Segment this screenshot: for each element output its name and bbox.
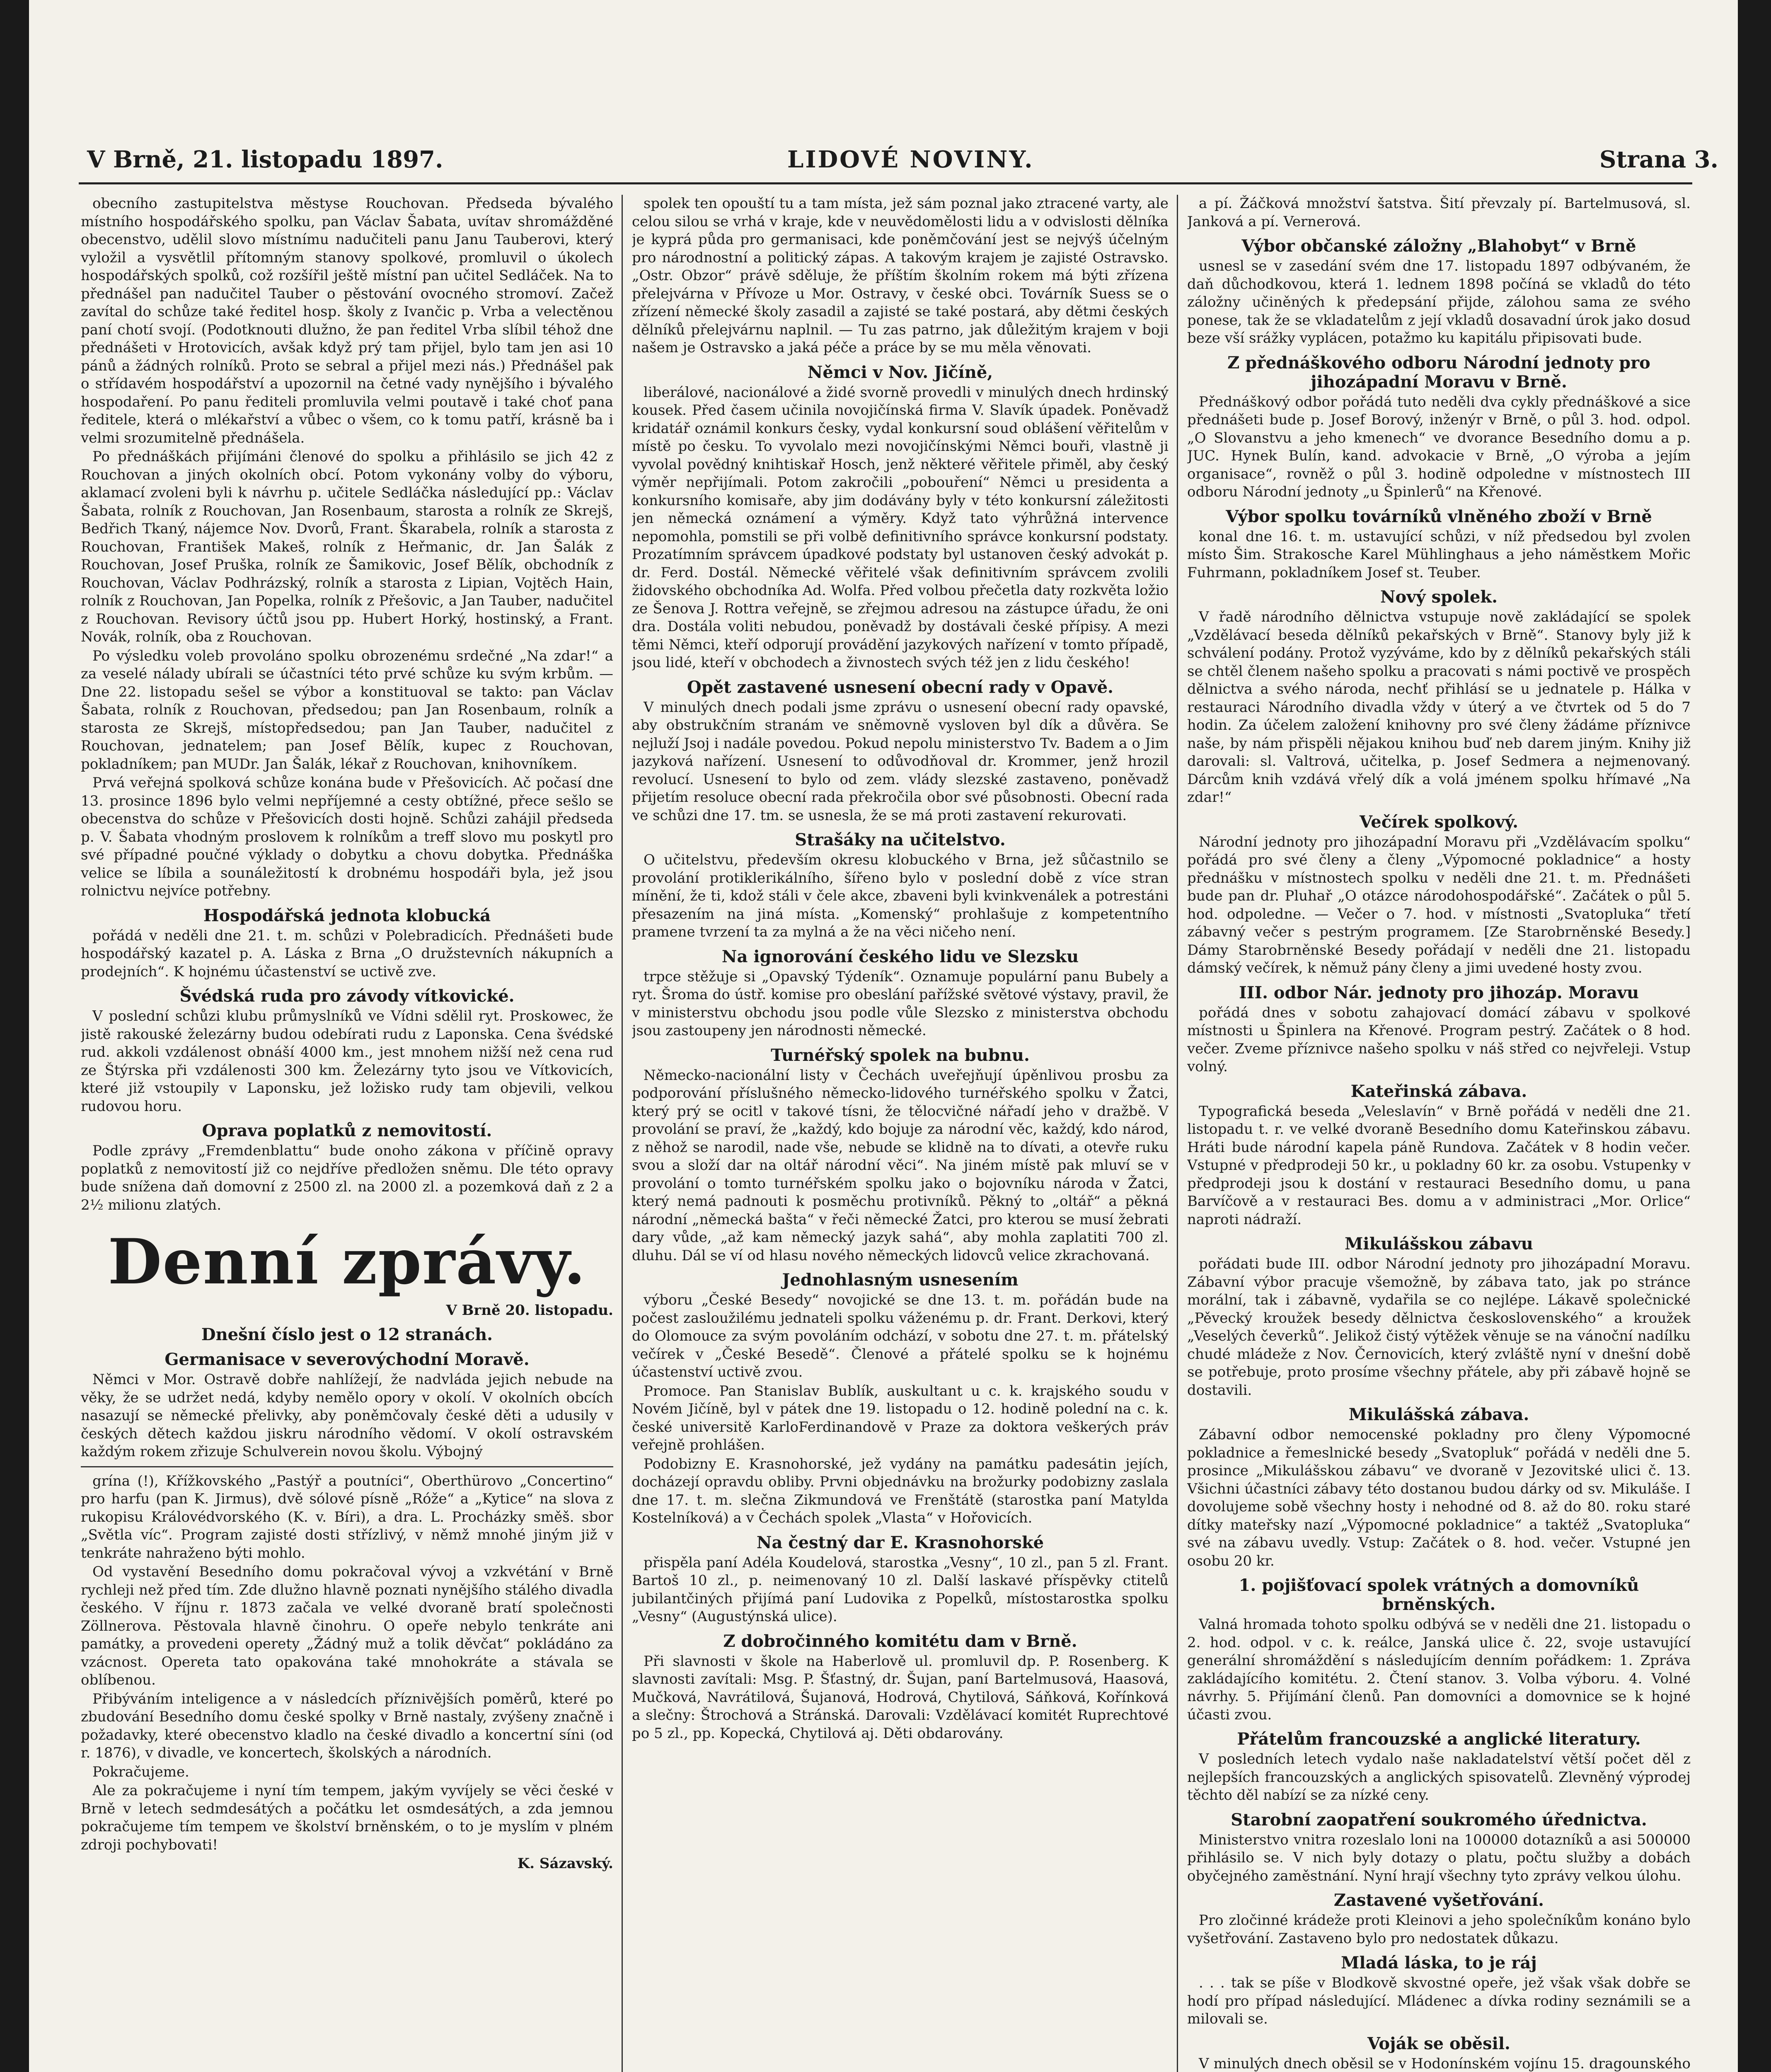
article-heading: Strašáky na učitelstvo. — [795, 830, 1006, 850]
article-text: Po výsledku voleb provoláno spolku obrozenému srdečné „Na zdar!“ a za veselé nálady ubírali se účastníci této prvé schůze ku svým krbům. — Dne 22. listopadu sešel se výbor a konstituoval se takto: pan Václav Šabata, rolník z Rouchovan, předsedou; pan Jan Rosenbaum, rolník a starosta ze Skrejš, místopředsedou; pan Jan Tauber, nadučitel z Rouchovan, jednatelem; pan Josef Bělík, kupec z Rouchovan, pokladníkem; pan MUDr. Jan Šalák, lékař z Rouchovan, knihovníkem. — [81, 647, 613, 772]
article-heading: Němci v Nov. Jičíně, — [807, 362, 993, 382]
article-text: Prvá veřejná spolková schůze konána bude v Přešovicích. Ač počasí dne 13. prosince 1896 bylo velmi nepříjemné a cesty obtížné, přece sešlo se obecenstva do schůze v Přešovicích dosti hojně. Schůzi zahájil předseda p. V. Šabata vhodným proslovem k rolníkům a treff slovo mu poskytl pro své případné poučné výklady o dobytku a chovu dobytka. Přednáška velice se líbila a sounáležitostí k drobnému hospodáři byla, jež jsou rolnictvu nejvíce potřebny. — [81, 775, 613, 899]
article-heading: Na čestný dar E. Krasnohorské — [756, 1532, 1044, 1552]
article-heading: III. odbor Nár. jednoty pro jihozáp. Moravu — [1239, 983, 1639, 1002]
page-number: Strana 3. — [1599, 146, 1719, 173]
article-heading: Z dobročinného komitétu dam v Brně. — [723, 1631, 1077, 1651]
column-3 — [1187, 195, 1691, 2072]
article-text: Pro zločinné krádeže proti Kleinovi a jeho společníkům konáno bylo vyšetřování. Zastaveno bylo pro nedostatek důkazu. — [1187, 1912, 1691, 1947]
article-heading: Voják se oběsil. — [1367, 2033, 1510, 2053]
article-text: V minulých dnech podali jsme zprávu o usnesení obecní rady opavské, aby obstrukčním stranám ve sněmovně vysloven byl dík a důvěra. Se nejluží Jsoj i nadále povedou. Pokud nepolu ministerstvo Tv. Badem a o Jim jazyková nařízení. Usnesení to odůvodňoval dr. Krommer, jenž hrozil revolucí. Usnesení to bylo od zem. vlády slezské zastaveno, poněvadž přijetím resoluce obecní rada překročila obor své působnosti. Obecní rada ve schůzi dne 17. tm. se usnesla, že se má proti zastavení rekurovati. — [632, 699, 1169, 824]
article-heading: Výbor občanské záložny „Blahobyt“ v Brně — [1241, 236, 1636, 256]
article-text: grína (!), Křížkovského „Pastýř a poutníci“, Oberthürovo „Concertino“ pro harfu (pan K. Jirmus), dvě sólové písně „Róže“ a „Kytice“ na slova z rukopisu Královédvorského (K. v. Bíri), a dra. L. Procházky směš. sbor „Světla víc“. Program zajisté dosti střízlivý, v němž mnohé jiným již v tenkráte nahraženo býti mohlo. — [81, 1472, 613, 1561]
article-heading: Přátelům francouzské a anglické literatury. — [1237, 1729, 1641, 1749]
article-text: výboru „České Besedy“ novojické se dne 13. t. m. pořádán bude na počest zasloužilému jednateli spolku váženému p. dr. Frant. Derkovi, který do Olomouce za svým povoláním odchází, v sobotu dne 27. t. m. přátelský večírek v „České Besedě“. Členové a přátelé spolku se k hojnému účastenství uctivě zvou. — [632, 1292, 1169, 1380]
column-divider — [622, 195, 623, 2072]
article-heading: Večírek spolkový. — [1359, 812, 1519, 832]
dateline: V Brně 20. listopadu. — [446, 1302, 613, 1319]
article-text: Přibýváním inteligence a v následcích příznivějších poměrů, které po zbudování Besedního domu české spolky v Brně nastaly, zvýšeny značně i požadavky, které obecenstvo kladlo na české divadlo a koncertní síni (od r. 1876), v divadle, ve koncertech, školských a národních. — [81, 1690, 613, 1761]
section-rule — [81, 1466, 613, 1467]
column-2 — [632, 195, 1169, 2072]
article-text: Valná hromada tohoto spolku odbývá se v neděli dne 21. listopadu o 2. hod. odpol. v c. k. reálce, Janská ulice č. 22, svoje ustavující generální shromáždění s následujícím denním pořádkem: 1. Zpráva zakládajícího komitétu. 2. Čtení stanov. 3. Volba výboru. 4. Volné návrhy. 5. Přijímání členů. Pan domovníci a domovnice se k hojné účasti zvou. — [1187, 1616, 1691, 1723]
article-heading: Mikulášskou zábavu — [1345, 1234, 1533, 1254]
article-text: Pokračujeme. — [92, 1763, 189, 1780]
article-text: Podobizny E. Krasnohorské, jež vydány na památku padesátin jejích, docházejí opravdu obliby. Prvni objednávku na brožurky podobizny zaslala dne 17. t. m. slečna Zikmundová ve Frenštátě (starostka paní Matylda Kostelníková) a v Čechách spolek „Vlasta“ v Hořovicích. — [632, 1455, 1169, 1526]
article-text: Národní jednoty pro jihozápadní Moravu při „Vzdělávacím spolku“ pořádá pro své členy a členy „Výpomocné pokladnice“ a hosty přednášku v místnostech spolku v neděli dne 21. t. m. Přednášeti bude pan dr. Pluhař „O otázce národohospodářské“. Začátek o půl 5. hod. odpoledne. — Večer o 7. hod. v místnosti „Svatopluka“ třetí zábavný večer s pestrým programem. [Ze Starobrněnské Besedy.] Dámy Starobrněnské Besedy pořádají v neděli dne 21. listopadu dámský večírek, k němuž pány členy a jimi uvedené hosty zvou. — [1187, 833, 1691, 976]
article-text: Promoce. Pan Stanislav Bublík, auskultant u c. k. krajského soudu v Novém Jičíně, byl v pátek dne 19. listopadu o 12. hodině polední na c. k. české universitě KarloFerdinandově v Praze za doktora veškerých práv veřejně prohlášen. — [632, 1382, 1169, 1453]
article-heading: Kateřinská zábava. — [1350, 1081, 1527, 1101]
article-text: O učitelstvu, především okresu klobuckého v Brna, jež sůčastnilo se provolání protiklerikálního, šířeno bylo v poslední době z více stran mínění, že ti, kdož stáli v čele akce, zbaveni byli kvinkvenálek a potrestáni přesazením na jiná místa. „Komenský“ prohlašuje z kompetentního pramene tvrzení ta za mylná a že na věci ničeho není. — [632, 852, 1169, 940]
article-text: Přednáškový odbor pořádá tuto neděli dva cykly přednáškové a sice přednášeti bude p. Josef Borový, inženýr v Brně, o půl 3. hod. odpol. „O Slovanstvu a jeho kmenech“ ve dvorance Besedního domu a p. JUC. Hynek Bulín, kand. advokacie v Brně, „O výroba a jejím organisace“, rovněž o půl 3. hodině odpoledne v místnostech III odboru Národní jednoty „u Špinlerů“ na Křenové. — [1187, 393, 1691, 500]
article-heading: 1. pojišťovací spolek vrátných a domovníků brněnských. — [1239, 1576, 1639, 1614]
issue-note: Dnešní číslo jest o 12 stranách. — [201, 1325, 493, 1344]
article-text: Ministerstvo vnitra rozeslalo loni na 100000 dotazníků a asi 500000 přihlásilo se. V nich byly dotazy o platu, počtu služby a dobách obyčejného zaměstnání. Nyní hrají všechny tyto zprávy velkou úlohu. — [1187, 1831, 1691, 1884]
article-heading: Mikulášská zábava. — [1348, 1405, 1529, 1424]
article-text: V poslední schůzi klubu průmyslníků ve Vídni sdělil ryt. Proskowec, že jistě rakouské železárny budou odebírati rudu z Laponska. Cena švédské rud. akkoli vzdálenost obnáší 4000 km., jest mnohem nižší než cena rud ze Štýrska při vzdálenosti 300 km. Železárny tyto jsou ve Vítkovicích, které již vstoupily v Laponsku, jež ložisko rudy tam objevili, velkou rudovou horu. — [81, 1008, 613, 1115]
article-text: obecního zastupitelstva městyse Rouchovan. Předseda bývalého místního hospodářského spolku, pan Václav Šabata, uvítav shromážděné obecenstvo, udělil slovo místnímu nadučiteli panu Janu Tauberovi, který vyložil a vysvětlil přítomným stanovy spolkové, promluvil o úkolech hospodářských spolků, což rozšířil ještě místní pan učitel Sedláček. Na to přednášel pan nadučitel Tauber o pěstování ovocného stromoví. Začež zavítal do schůze také ředitel hosp. školy z Ivančic p. Vrba a velectěnou paní chotí svojí. (Podotknouti dlužno, že pan ředitel Vrba slíbil téhož dne přednášeti v Hrotovicích, avšak když prý tam přijel, bylo tam jen asi 10 pánů a žádných rolníků. Proto se sebral a přijel mezi nás.) Přednášel pak o střídavém hospodářství a upozornil na četné vady nynějšího i bývalého hospodaření. Po panu řediteli promluvila velmi poutavě i také choť pana ředitele, která o mlékařství a vůbec o všem, co k tomu patří, krásně ba i velmi srozumitelně přednášela. — [81, 195, 613, 446]
article-heading: Turnéřský spolek na bubnu. — [771, 1045, 1030, 1065]
column-1 — [81, 195, 613, 2072]
article-text: usnesl se v zasedání svém dne 17. listopadu 1897 odbývaném, že daň důchodkovou, která 1. lednem 1898 počíná se vkladů do této záložny učiněných k předepsání přijde, zálohou sama ze svého ponese, tak že se vkladatelům z její vkladů dosavadní úrok jako dosud beze vší srážky vyplácen, potažmo ku kapitálu připisovati bude. — [1187, 258, 1691, 346]
newspaper-page — [29, 0, 1738, 2072]
article-text: liberálové, nacionálové a židé svorně provedli v minulých dnech hrdinský kousek. Před časem učinila novojičínská firma V. Slavík úpadek. Poněvadž kridatář oznámil konkurs česky, vydal konkursní soud oblášení věřitelům v místě po česku. To vyvolalo mezi novojičínskými Němci bouři, vlastně ji vyvolal povědný knihtiskař Hosch, jenž některé věřitele přiměl, aby český výměr nepřijímali. Potom zakročili „pobouření“ Němci u presidenta a konkursního komisaře, aby jim dodávány byly v této konkursní záležitosti jen německá oznámení a výměry. Když tato výhrůžná intervence nepomohla, pomstili se při volbě definitivního správce konkursní podstaty. Prozatímním správcem úpadkové podstaty byl ustanoven český advokát p. dr. Ferd. Dostál. Německé věřitelé však definitivním správcem zvolili židovského obchodníka Ad. Wolfa. Před volbou přečetla daty rozkvěta ložio ze Šenova J. Rottra veřejně, se zřejmou adresou na zástupce úřadu, že oni dra. Dostála voliti nebudou, poněvadž by dostávali české přípisy. A mezi těmi Němci, kteří odporují provádění jazykových nařízení v tomto případě, jsou lidé, kteří v obchodech a živnostech svých též jen z lidu českého! — [632, 384, 1169, 671]
section-masthead: Denní zprávy. — [108, 1225, 586, 1298]
article-text: Po přednáškách přijímáni členové do spolku a přihlásilo se jich 42 z Rouchovan a jiných okolních obcí. Potom vykonány volby do výboru, aklamací zvoleni byli k návrhu p. učitele Sedláčka následující pp.: Václav Šabata, rolník z Rouchovan, Jan Rosenbaum, starosta a rolník ze Skrejš, Bedřich Tkaný, nájemce Nov. Dvorů, Frant. Škarabela, rolník a starosta z Rouchovan, František Makeš, rolník z Heřmanic, dr. Jan Šalák z Rouchovan, Josef Pruška, rolník ze Šamikovic, Josef Bělík, obchodník z Rouchovan, Václav Podhrázský, rolník a starosta z Lipian, Vojtěch Hain, rolník z Rouchovan, Jan Popelka, rolník z Přešovic, a Jan Tauber, nadučitel z Rouchovan. Revisory účtů jsou pp. Hubert Horký, hostinský, a Frant. Novák, rolník, oba z Rouchovan. — [81, 448, 613, 645]
article-text: V minulých dnech oběsil se v Hodonínském vojínu 15. dragounského — [1199, 2055, 1691, 2072]
article-heading: Starobní zaopatření soukromého úřednictva. — [1231, 1810, 1647, 1830]
article-text: Německo-nacionální listy v Čechách uveřejňují úpěnlivou prosbu za podporování příslušného německo-lidového turnéřského spolku v Žatci, který prý se ocitl v takové tísni, že tělocvičné nářadí jeho v dražbě. V provolání se praví, že „každý, kdo bojuje za národní věc, každý, kdo národ, z něhož se narodil, nade vše, nebude se klidně na to dívati, a otevře ruku svou a složí dar na oltář národní věci“. Na jiném místě pak mluví se v provolání o tomto turnéřském spolku jako o bojovníku národa v Žatci, který nemá padnouti k posměchu protivníků. Pěkný to „oltář“ a pěkná národní „německá bašta“ v řeči německé Žatci, pro kterou se musí žebrati dary vůde, „až kam německý jazyk sahá“, aby mohla zaplatiti 700 zl. dluhu. Dál se ví od hlasu nového německých lidovců velice zkrachovaná. — [632, 1067, 1169, 1264]
article-text: Podle zprávy „Fremdenblattu“ bude onoho zákona v příčině opravy poplatků z nemovitostí již co nejdříve předložen sněmu. Dle této opravy bude snížena daň domovní z 2500 zl. na 2000 zl. a pozemková daň z 2 a 2½ milionu zlatých. — [81, 1143, 613, 1213]
header-rule — [79, 182, 1692, 184]
article-heading: Na ignorování českého lidu ve Slezsku — [721, 946, 1079, 966]
article-heading: Hospodářská jednota klobucká — [203, 905, 491, 925]
article-heading: Oprava poplatků z nemovitostí. — [202, 1121, 492, 1140]
article-text: pořádati bude III. odbor Národní jednoty pro jihozápadní Moravu. Zábavní výbor pracuje všemožně, by zábava tato, jak po stránce morální, tak i zábavně, vydařila se co nejlépe. Lákavě společnické „Pěvecký kroužek besedy dělnictva československého“ a kroužek „Veselých čeverků“. Jelikož čistý výtěžek věnuje se na vánoční nadílku chudé mládeže z Nov. Černovicích, který zvláště nyní v dnešní době se potřebuje, proto prosíme všechny přátele, aby při zábavě hojně se dostavili. — [1187, 1256, 1691, 1399]
article-text: pořádá v neděli dne 21. t. m. schůzi v Polebradicích. Přednášeti bude hospodářský kazatel p. A. Láska z Brna „O družstevních nákupních a prodejních“. K hojnému účastenství se uctivě zve. — [81, 927, 613, 980]
column-divider — [1177, 195, 1178, 2072]
article-heading: Opět zastavené usnesení obecní rady v Opavě. — [687, 677, 1113, 697]
article-text: konal dne 16. t. m. ustavující schůzi, v níž předsedou byl zvolen místo Šim. Strakosche Karel Mühlinghaus a jeho náměstkem Mořic Fuhrmann, pokladníkem Josef st. Teuber. — [1187, 528, 1691, 581]
article-text: V posledních letech vydalo naše nakladatelství větší počet děl z nejlepších francouzských a anglických spisovatelů. Zlevněný výprodej těchto děl nabízí se za nízké ceny. — [1187, 1751, 1691, 1803]
issue-date: V Brně, 21. listopadu 1897. — [87, 146, 443, 173]
article-text: a pí. Žáčková množství šatstva. Šití převzaly pí. Bartelmusová, sl. Janková a pí. Vernerová. — [1187, 195, 1691, 230]
article-text: Typografická beseda „Veleslavín“ v Brně pořádá v neděli dne 21. listopadu t. r. ve velké dvoraně Besedního domu Kateřinskou zábavu. Hráti bude národní kapela páně Rundova. Začátek v 8 hodin večer. Vstupné v předprodeji 50 kr., u pokladny 60 kr. za osobu. Vstupenky v předprodeji jsou k dostání v restauraci Besedního domu, u pana Barvíčově a v restauraci Bes. domu a v administraci „Mor. Orlice“ naproti nádraží. — [1187, 1103, 1691, 1228]
article-text: V řadě národního dělnictva vstupuje nově zakládající se spolek „Vzdělávací beseda dělníků pekařských v Brně“. Stanovy byly již k schválení podány. Protož vyzýváme, kdo by z dělníků pekařských stáli se chtěl členem našeho spolku a pracovati s námi poctivě ve prospěch dělnictva a svého národa, nechť přihlásí se u jednatele p. Hálka v restauraci Národního divadla vždy v úterý a ve čtvrtek od 5 do 7 hodin. Za účelem založení knihovny pro své členy žádáme příznivce naše, by nám přispěli nějakou knihou buď neb darem jiným. Knihy již darovali: sl. Valtrová, učitelka, p. Josef Sedmera a nejmenovaný. Dárcům knih vzdává vřelý dík a volá jménem spolku hřímavé „Na zdar!“ — [1187, 609, 1691, 806]
article-heading: Mladá láska, to je ráj — [1341, 1953, 1537, 1973]
article-text: spolek ten opouští tu a tam místa, jež sám poznal jako ztracené varty, ale celou silou se vrhá v kraje, kde v neuvědomělosti lidu a v odvislosti dělníka je kyprá půda pro germanisaci, kde poněmčování jest se nejvýš účelným pro národnostní a politický zápas. A takovým krajem je zajisté Ostravsko. „Ostr. Obzor“ právě sděluje, že příštím školním rokem má býti zřízena přelejvárna v Přívoze u Mor. Ostravy, v české obci. Továrník Suess se o zřízení německé školy zasadil a zajisté se také postará, aby dětmi českých dělníků přelejvárnu naplnil. — Tu zas patrno, jak důležitým krajem v boji našem je Ostravsko a jaká péče a práce by se mu měla věnovati. — [632, 195, 1169, 356]
article-text: pořádá dnes v sobotu zahajovací domácí zábavu v spolkové místnosti u Špinlera na Křenové. Program pestrý. Začátek o 8 hod. večer. Zveme příznivce našeho spolku v náš střed co nejvřeleji. Vstup volný. — [1187, 1004, 1691, 1075]
article-text: Od vystavění Besedního domu pokračoval vývoj a vzkvétání v Brně rychleji než před tím. Zde dlužno hlavně poznati nynějšího stálého divadla českého. V říjnu r. 1873 začala ve velké dvoraně bratí společnosti Zöllnerova. Pěstovala hlavně činohru. O opeře nebylo tenkráte ani památky, a provedeni operety „Žádný muž a tolik děvčat“ pokládáno za vzácnost. Opereta tato opakována také mnohokráte a stávala se oblíbenou. — [81, 1564, 613, 1688]
article-heading: Výbor spolku továrníků vlněného zboží v Brně — [1226, 506, 1652, 526]
article-heading: Z přednáškového odboru Národní jednoty pro jihozápadní Moravu v Brně. — [1227, 353, 1650, 392]
newspaper-title: LIDOVÉ NOVINY. — [787, 146, 1034, 173]
article-text: trpce stěžuje si „Opavský Týdeník“. Oznamuje populární panu Bubely a ryt. Šroma do ústř. komise pro obeslání pařížské světové výstavy, pravil, že v ministerstvu obchodu jsou podle vůle Slezsko z ministerstva obchodu jsou zastoupeny jen národnosti německé. — [632, 968, 1169, 1039]
article-heading: Zastavené vyšetřování. — [1333, 1890, 1544, 1910]
article-text: přispěla paní Adéla Koudelová, starostka „Vesny“, 10 zl., pan 5 zl. Frant. Bartoš 10 zl., p. neimenovaný 10 zl. Další laskavé příspěvky ctitelů jubilantčiných přijímá paní Ludovika z Popelků, místostarostka spolku „Vesny“ (Augustýnská ulice). — [632, 1554, 1169, 1625]
author-signature: K. Sázavský. — [517, 1855, 613, 1872]
article-text: Zábavní odbor nemocenské pokladny pro členy Výpomocné pokladnice a řemeslnické besedy „Svatopluk“ pořádá v neděli dne 5. prosince „Mikulášskou zábavu“ ve dvoraně v Jezovitské ulici č. 13. Všichni účastníci zábavy této dostanou budou dárky od sv. Mikuláše. I dovolujeme sobě všechny hosty i nehodné od 8. až do 80. roku staré dítky mateřsky nazí „Výpomocné pokladnice“ a taktéž „Svatopluka“ své na zábavu uvedly. Vstup: Začátek o 8. hod. večer. Vstupné jen osobu 20 kr. — [1187, 1426, 1691, 1569]
article-text: Němci v Mor. Ostravě dobře nahlížejí, že nadvláda jejich nebude na věky, že se udržet nedá, kdyby nemělo opory v okolí. V okolních obcích nasazují se německé přelivky, aby poněmčovaly české děti a udusily v českých dětech každou jiskru národního vědomí. V okolí ostravském každým rokem zřizuje Schulverein novou školu. Výbojný — [81, 1371, 613, 1460]
article-heading: Germanisace v severovýchodní Moravě. — [165, 1350, 530, 1369]
article-text: Při slavnosti v škole na Haberlově ul. promluvil dp. P. Rosenberg. K slavnosti zavítali: Msg. P. Šťastný, dr. Šujan, paní Bartelmusová, Haasová, Mučková, Navrátilová, Šujanová, Hodrová, Chytilová, Sáňková, Kořínková a slečny: Štrochová a Stránská. Darovali: Vzdělávací komitét Ruprechtové po 5 zl., pp. Kopecká, Chytilová aj. Děti obdarovány. — [632, 1653, 1169, 1742]
article-heading: Nový spolek. — [1380, 587, 1498, 607]
article-text: . . . tak se píše v Blodkově skvostné opeře, jež však však dobře se hodí pro případ následující. Mládenec a dívka rodiny seznámili se a milovali se. — [1187, 1975, 1691, 2027]
article-heading: Jednohlasným usnesením — [782, 1270, 1019, 1290]
article-heading: Švédská ruda pro závody vítkovické. — [179, 986, 515, 1006]
article-text: Ale za pokračujeme i nyní tím tempem, jakým vyvíjely se věci české v Brně v letech sedmdesátých a počátku let osmdesátých, a zda jemnou pokračujeme tím tempem ve školství brněnském, o to je myslím v plném zdroji pochybovati! — [81, 1782, 613, 1853]
